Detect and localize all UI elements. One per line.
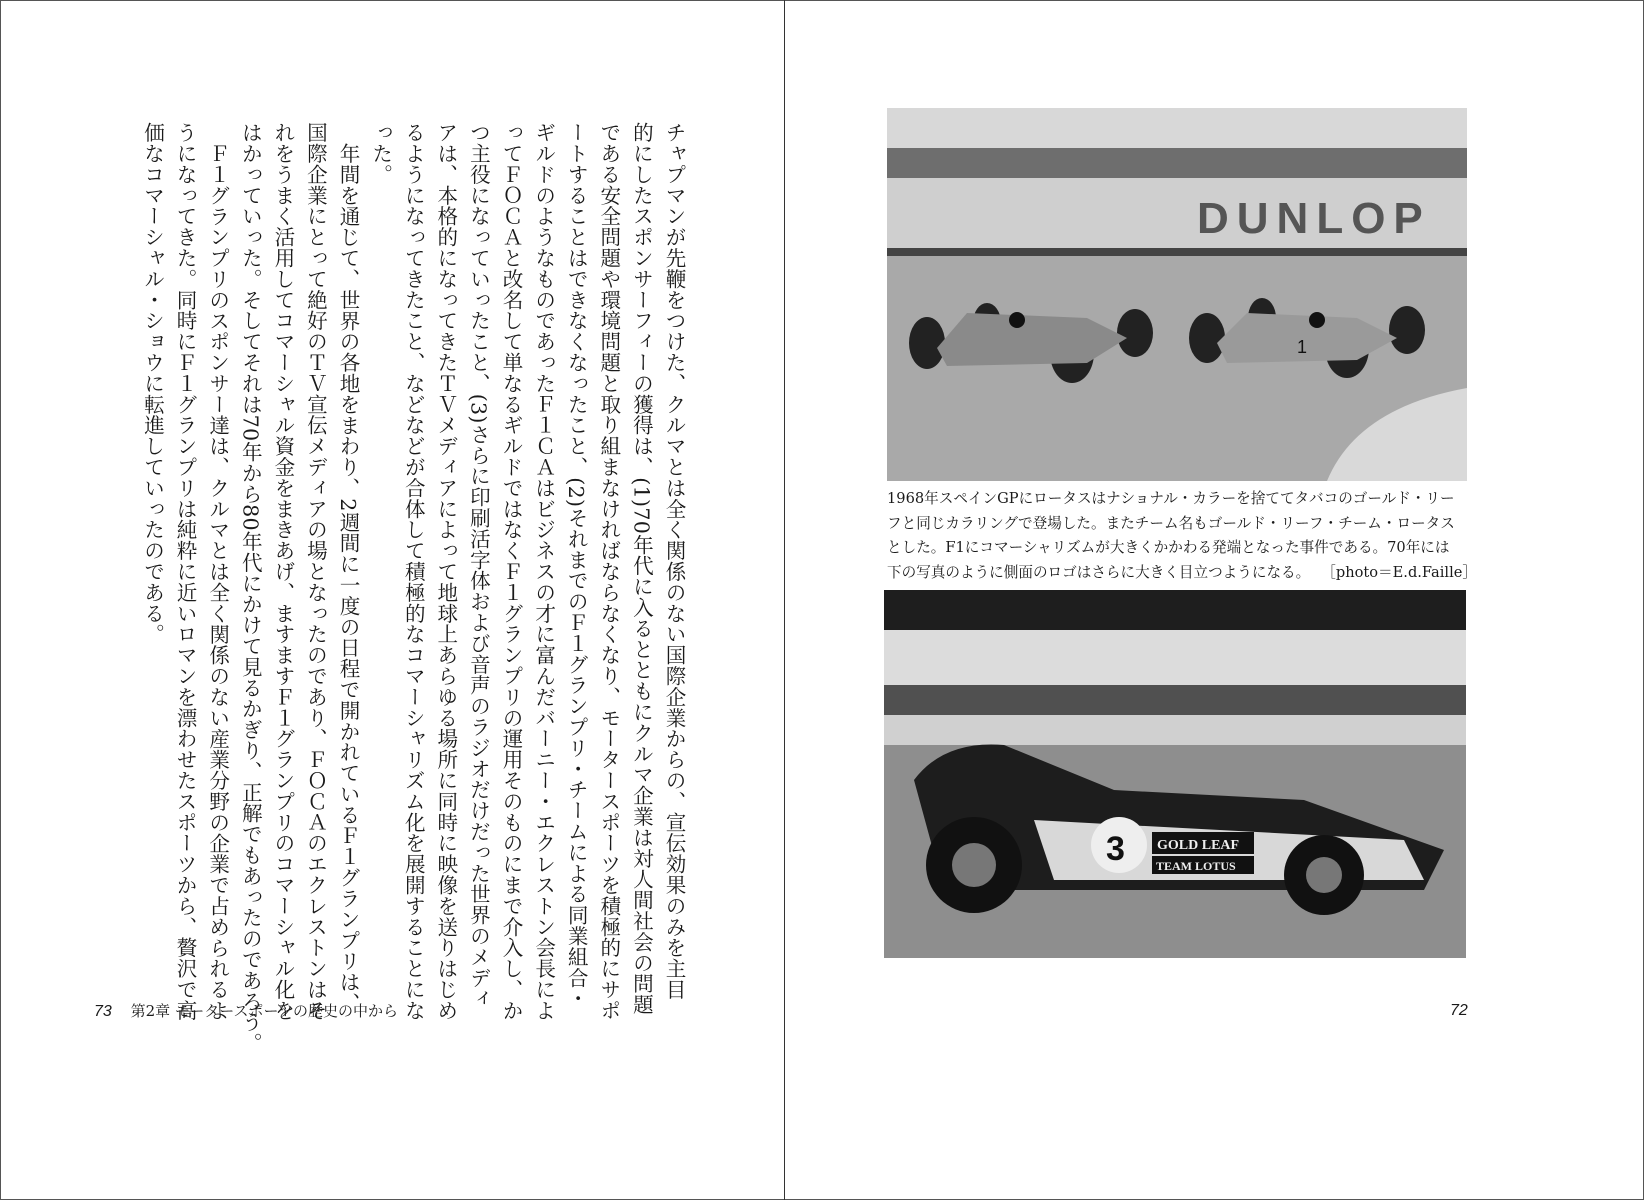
text-column: 価なコマーシャル・ショウに転進していったのである。: [140, 122, 165, 645]
text-column: チャプマンが先鞭をつけた、クルマとは全く関係のない国際企業からの、宣伝効果のみを主目: [662, 122, 686, 1000]
text-column: である安全問題や環境問題と取り組まなければならなくなり、モータースポーツを積極的にサポ: [596, 122, 621, 1021]
text-column: 国際企業にとって絶好のＴＶ宣伝メディアの場となったのであり、ＦＯＣＡのエクレストンはそ: [303, 122, 328, 1021]
text-column: アは、本格的になってきたＴＶメディアによって地球上あらゆる場所に同時に映像を送りはじめ: [433, 122, 458, 1021]
caption-line: フと同じカラリングで登場した。またチーム名もゴールド・リーフ・チーム・ロータス: [887, 514, 1455, 532]
text-column: Ｆ１グランプリのスポンサー達は、クルマとは全く関係のない産業分野の企業で占められるよ: [205, 143, 230, 1021]
text-column: うになってきた。同時にＦ１グランプリは純粋に近いロマンを漂わせたスポーツから、贅沢で高: [173, 122, 198, 1021]
caption-line: [887, 561, 1477, 586]
photo-credit: ［photo＝E.d.Faille］: [1321, 563, 1477, 581]
text-column: ートすることはできなくなったこと、(2)それまでのＦ１グランプリ・チームによる同業組合・: [564, 122, 589, 1009]
car-number: 3: [1106, 830, 1125, 868]
text-column: 的にしたスポンサーフィーの獲得は、(1)70年代に入るとともにクルマ企業は対人間社会の問題: [629, 122, 654, 1015]
photo-gold-leaf-lotus-1970: [884, 590, 1466, 958]
running-head: 第2章 モータースポーツの歴史の中から: [130, 1002, 398, 1020]
text-column: ギルドのようなものであったＦ１ＣＡはビジネスの才に富んだバーニー・エクレストン会長によ: [531, 122, 556, 1021]
caption-line-text: 下の写真のように側面のロゴはさらに大きく目立つようになる。: [887, 563, 1311, 581]
gold-leaf-logo-text: GOLD LEAF: [1157, 838, 1240, 853]
photo-spanish-gp-1968: [887, 108, 1467, 481]
caption-line: とした。F1にコマーシャリズムが大きくかかわる発端となった事件である。70年には: [887, 539, 1450, 556]
page-gutter: [784, 0, 785, 1200]
text-column: るようになってきたこと、などなどが合体して積極的なコマーシャリズム化を展開することにな: [401, 122, 426, 1021]
text-column: った。: [368, 122, 393, 185]
trackside-banner-text: DUNLOP: [1197, 194, 1431, 243]
page-number: 73: [94, 1003, 112, 1020]
text-column: つ主役になっていったこと、(3)さらに印刷活字体および音声のラジオだけだった世界のメディ: [466, 122, 491, 1009]
text-column: れをうまく活用してコマーシャル資金をまきあげ、ますますＦ１グランプリのコマーシャル化を: [270, 122, 295, 1021]
text-column: はかっていった。そしてそれは70年から80年代にかけて見るかぎり、正解でもあったのであろう。: [238, 122, 263, 1054]
team-lotus-logo-text: TEAM LOTUS: [1156, 859, 1236, 873]
text-column: ってＦＯＣＡと改名して単なるギルドではなくＦ１グランプリの運用そのものにまで介入し、か: [499, 122, 524, 1021]
text-column: 年間を通じて、世界の各地をまわり、2週間に一度の日程で開かれているＦ１グランプリは、: [336, 143, 361, 1014]
left-page-footer: [94, 1000, 398, 1021]
car-number: 1: [1297, 337, 1308, 357]
page-number-right: 72: [1450, 1002, 1468, 1019]
photo-caption: [887, 487, 1477, 585]
caption-line: 1968年スペインGPにロータスはナショナル・カラーを捨ててタバコのゴールド・リー: [887, 490, 1455, 507]
